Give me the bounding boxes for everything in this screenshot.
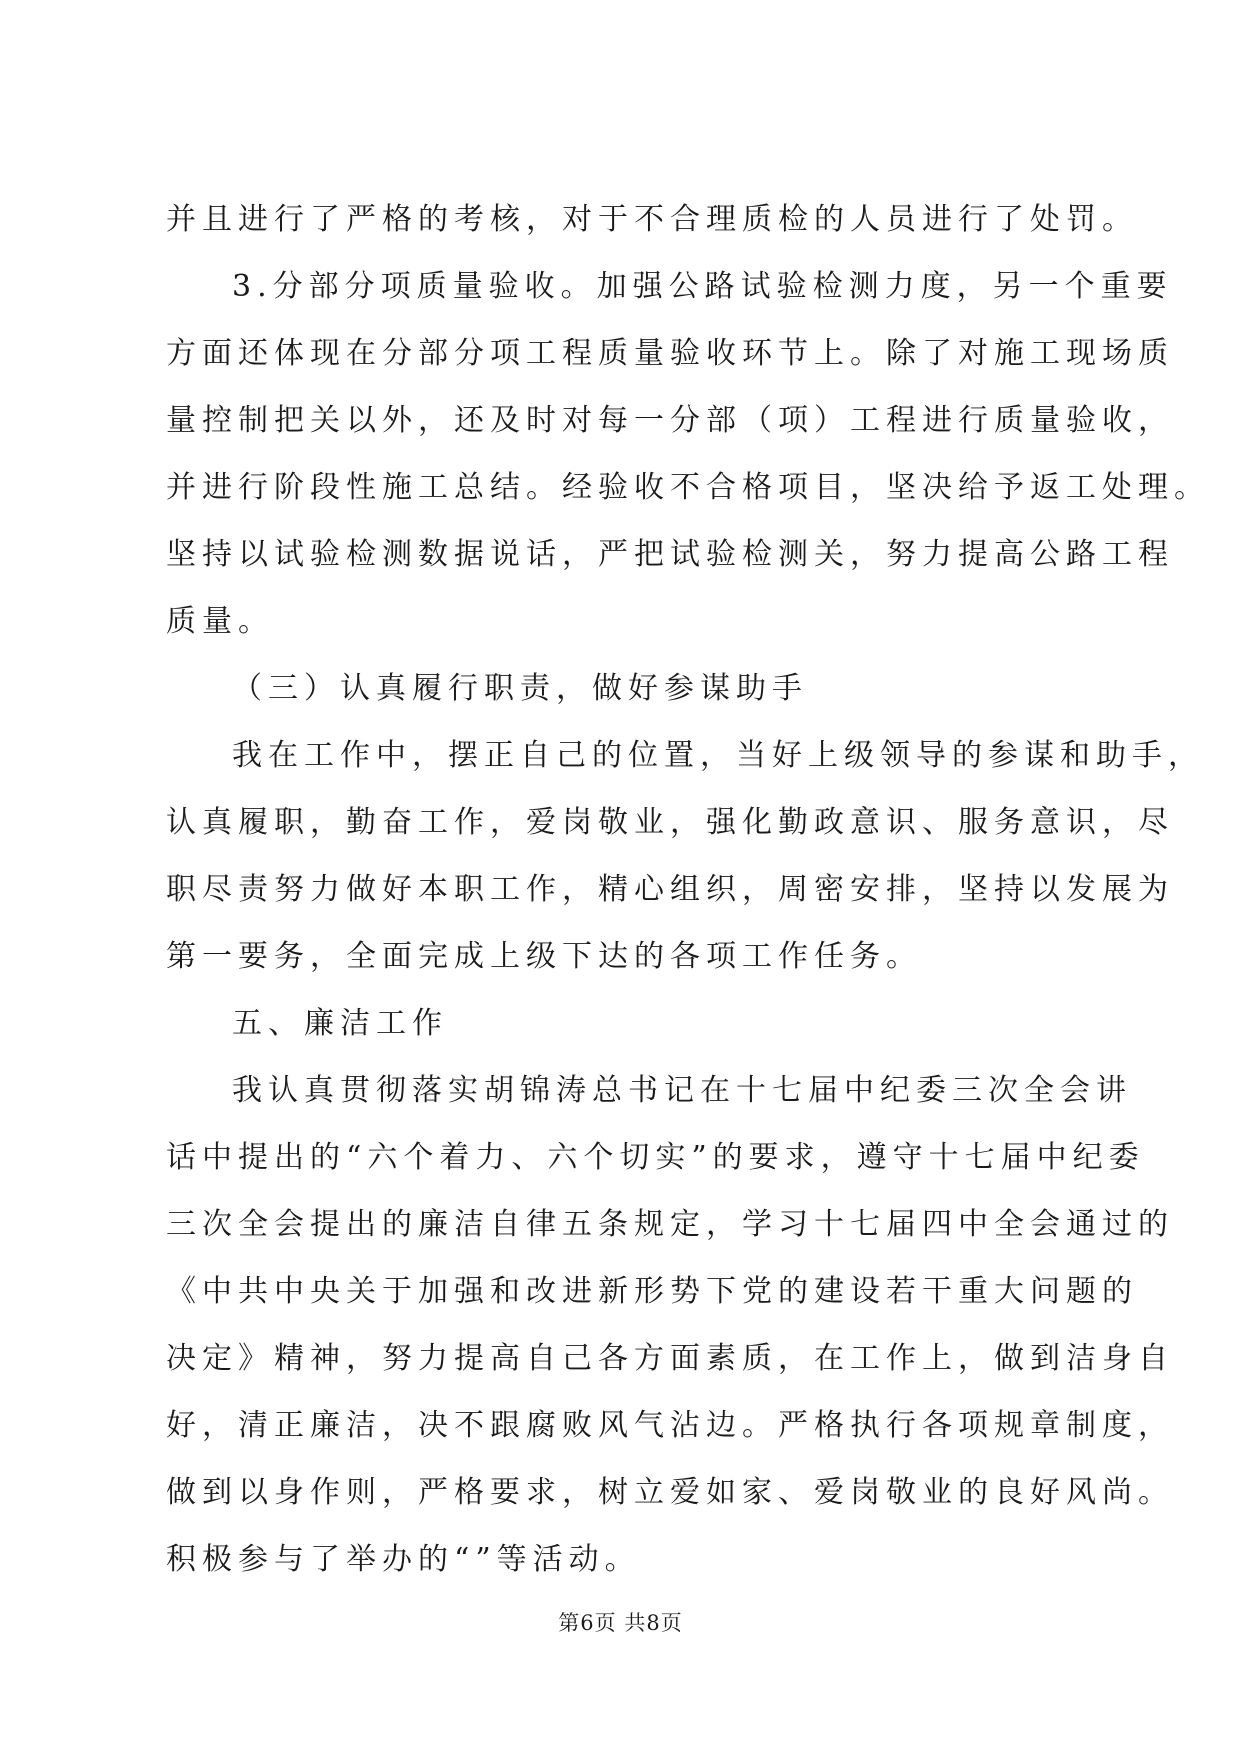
body-text-line: 并且进行了严格的考核，对于不合理质检的人员进行了处罚。 xyxy=(166,202,1138,237)
section-heading: （三）认真履行职责，做好参谋助手 xyxy=(232,671,808,706)
body-text-line: 认真履职，勤奋工作，爱岗敬业，强化勤政意识、服务意识，尽 xyxy=(166,805,1174,840)
paragraph-first-line: 我认真贯彻落实胡锦涛总书记在十七届中纪委三次全会讲 xyxy=(232,1073,1132,1108)
body-text-line: 做到以身作则，严格要求，树立爱如家、爱岗敬业的良好风尚。 xyxy=(166,1475,1174,1510)
body-text-line: 并进行阶段性施工总结。经验收不合格项目，坚决给予返工处理。 xyxy=(166,470,1210,505)
body-text-line: 决定》精神，努力提高自己各方面素质，在工作上，做到洁身自 xyxy=(166,1341,1174,1376)
body-text-line: 积极参与了举办的“”等活动。 xyxy=(166,1542,641,1577)
section-heading: 五、廉洁工作 xyxy=(232,1006,448,1041)
body-text-line: 第一要务，全面完成上级下达的各项工作任务。 xyxy=(166,939,922,974)
body-text-line: 质量。 xyxy=(166,604,274,639)
page-number-footer: 第6页 共8页 xyxy=(558,1611,683,1635)
body-text-line: 职尽责努力做好本职工作，精心组织，周密安排，坚持以发展为 xyxy=(166,872,1174,907)
body-text-line: 坚持以试验检测数据说话，严把试验检测关，努力提高公路工程 xyxy=(166,537,1174,572)
body-text-line: 三次全会提出的廉洁自律五条规定，学习十七届四中全会通过的 xyxy=(166,1207,1174,1242)
list-item-heading-line: 3.分部分项质量验收。加强公路试验检测力度，另一个重要 xyxy=(232,269,1173,304)
body-text-line: 量控制把关以外，还及时对每一分部（项）工程进行质量验收， xyxy=(166,403,1174,438)
paragraph-first-line: 我在工作中，摆正自己的位置，当好上级领导的参谋和助手， xyxy=(232,738,1204,773)
body-text-line: 好，清正廉洁，决不跟腐败风气沾边。严格执行各项规章制度， xyxy=(166,1408,1174,1443)
body-text-line: 《中共中央关于加强和改进新形势下党的建设若干重大问题的 xyxy=(166,1274,1138,1309)
body-text-line: 方面还体现在分部分项工程质量验收环节上。除了对施工现场质 xyxy=(166,336,1174,371)
body-text-line: 话中提出的“六个着力、六个切实”的要求，遵守十七届中纪委 xyxy=(166,1140,1145,1175)
